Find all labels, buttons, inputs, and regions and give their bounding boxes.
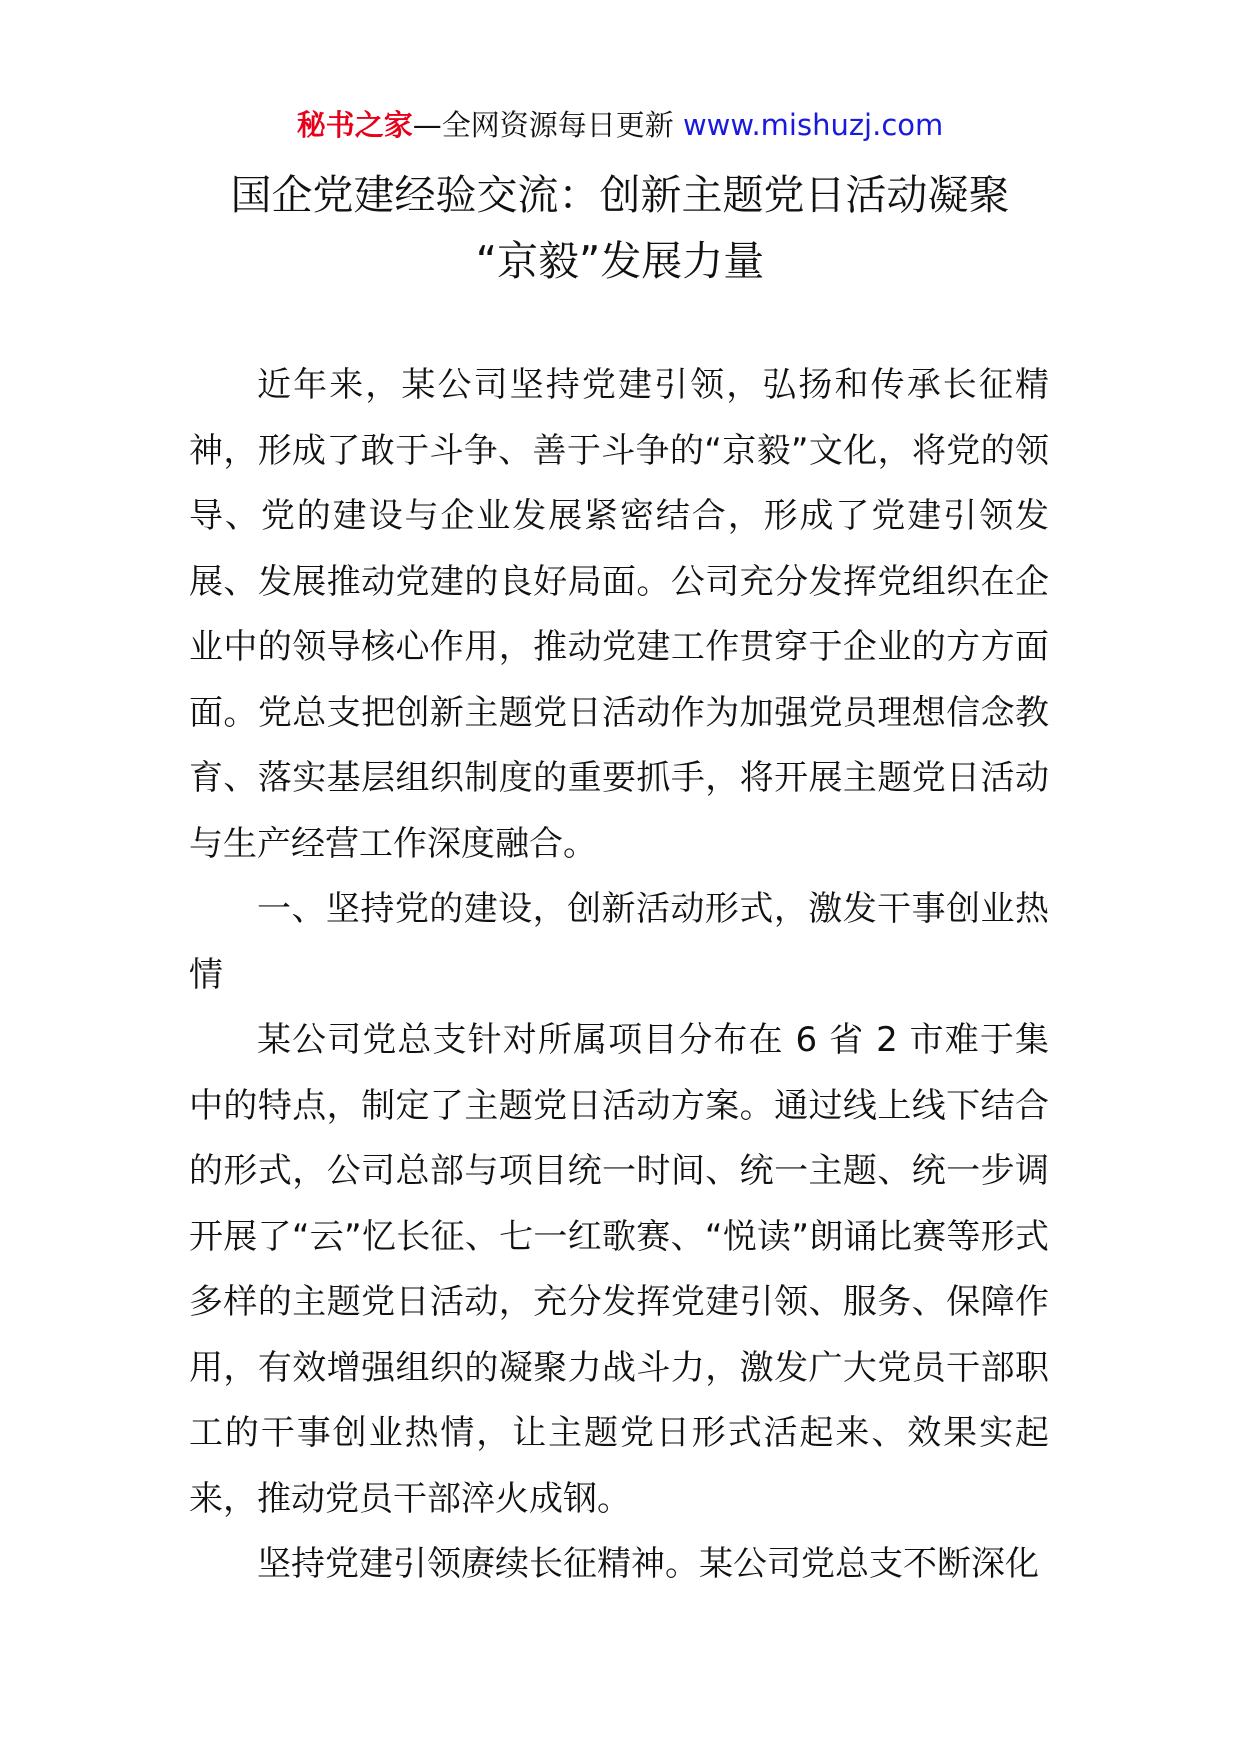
- site-url-link[interactable]: www.mishuzj.com: [682, 108, 944, 142]
- site-header: [0, 100, 1240, 150]
- brand-name: 秘书之家: [296, 108, 413, 142]
- paragraph-intro: 近年来，某公司坚持党建引领，弘扬和传承长征精神，形成了敢于斗争、善于斗争的“京毅”文化，将党的领导、党的建设与企业发展紧密结合，形成了党建引领发展、发展推动党建的良好局面。公司充分发挥党组织在企业中的领导核心作用，推动党建工作贯穿于企业的方方面面。党总支把创新主题党日活动作为加强党员理想信念教育、落实基层组织制度的重要抓手，将开展主题党日活动与生产经营工作深度融合。: [189, 365, 1049, 864]
- document-title: [0, 162, 1240, 294]
- section-heading-1: 一、坚持党的建设，创新活动形式，激发干事创业热情: [189, 889, 1049, 995]
- title-line-2: “京毅”发展力量: [475, 237, 765, 285]
- paragraph-activities: 某公司党总支针对所属项目分布在 6 省 2 市难于集中的特点，制定了主题党日活动方案。通过线上线下结合的形式，公司总部与项目统一时间、统一主题、统一步调开展了“云”忆长征、七一红歌赛、“悦读”朗诵比赛等形式多样的主题党日活动，充分发挥党建引领、服务、保障作用，有效增强组织的凝聚力战斗力，激发广大党员干部职工的干事创业热情，让主题党日形式活起来、效果实起来，推动党员干部淬火成钢。: [189, 1020, 1049, 1519]
- header-tagline: —全网资源每日更新: [412, 108, 683, 142]
- document-body: [189, 353, 1049, 1598]
- paragraph-continuation: 坚持党建引领赓续长征精神。某公司党总支不断深化: [257, 1544, 1039, 1584]
- title-line-1: 国企党建经验交流：创新主题党日活动凝聚: [230, 171, 1010, 219]
